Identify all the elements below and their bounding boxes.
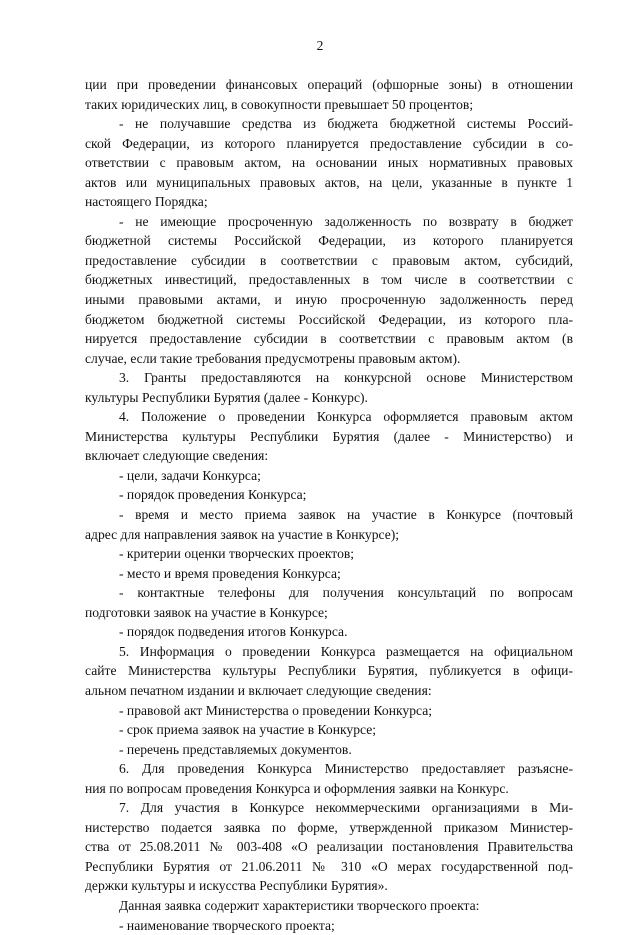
text-line: 5. Информация о проведении Конкурса размещается на официальном [119,643,573,659]
text-line: ства от 25.08.2011 № 003-408 «О реализации постановления Правительства [85,839,573,855]
text-line: адрес для направления заявок на участие в Конкурсе); [85,526,400,542]
text-line: случае, если такие требования предусмотрены правовым актом). [85,350,461,366]
text-line: - критерии оценки творческих проектов; [119,546,355,562]
text-line: иными правовыми актами, и иную просроченную задолженность перед [85,292,573,308]
text-line: Республики Бурятия от 21.06.2011 № 310 «О мерах государственной под- [85,858,573,874]
text-line: ской Федерации, из которого планируется предоставление субсидии в со- [85,135,573,151]
text-line: - порядок проведения Конкурса; [119,487,307,503]
text-line: 4. Положение о проведении Конкурса оформляется правовым актом [119,409,573,425]
text-line: сайте Министерства культуры Республики Бурятия, публикуется в офици- [85,663,573,679]
text-line: - цели, задачи Конкурса; [119,467,261,483]
text-line: ции при проведении финансовых операций (офшорные зоны) в отношении [85,77,573,92]
text-line: таких юридических лиц, в совокупности превышает 50 процентов; [85,96,474,112]
text-line: держки культуры и искусства Республики Бурятия». [85,878,388,894]
text-line: Министерства культуры Республики Бурятия (далее - Министерство) и [85,428,573,444]
text-line: актов или муниципальных правовых актов, на цели, указанные в пункте 1 [85,174,573,190]
text-line: нистерство подается заявка по форме, утвержденной приказом Министер- [85,819,573,835]
text-line: настоящего Порядка; [85,194,208,210]
text-line: - не имеющие просроченную задолженность по возврату в бюджет [119,213,573,229]
text-line: - место и время проведения Конкурса; [119,565,341,581]
text-line: - правовой акт Министерства о проведении Конкурса; [119,702,433,718]
text-line: ответствии с правовым актом, на основании иных нормативных правовых [85,155,573,171]
text-line: бюджетных инвестиций, предоставленных в том числе в соответствии с [85,272,573,288]
text-line: - контактные телефоны для получения консультаций по вопросам [119,585,573,601]
text-line: альном печатном издании и включает следующие сведения: [85,682,432,698]
text-line: культуры Республики Бурятия (далее - Конкурс). [85,389,368,405]
text-line: - порядок подведения итогов Конкурса. [119,624,348,640]
text-line: 3. Гранты предоставляются на конкурсной основе Министерством [119,370,573,386]
text-line: - наименование творческого проекта; [119,917,335,933]
document-body [85,75,573,935]
text-line: - не получавшие средства из бюджета бюджетной системы Россий- [119,116,573,132]
text-line: ния по вопросам проведения Конкурса и оформления заявки на Конкурс. [85,780,509,796]
text-line: включает следующие сведения: [85,448,269,464]
text-line: 6. Для проведения Конкурса Министерство предоставляет разъясне- [119,761,573,777]
text-line: бюджетом бюджетной системы Российской Федерации, из которого пла- [85,311,573,327]
page-number: 2 [316,38,324,53]
text-line: Данная заявка содержит характеристики творческого проекта: [119,897,480,913]
text-line: - перечень представляемых документов. [119,741,352,757]
text-line: - время и место приема заявок на участие в Конкурсе (почтовый [119,507,573,523]
text-line: бюджетной системы Российской Федерации, из которого планируется [85,233,573,249]
text-line: 7. Для участия в Конкурсе некоммерческими организациями в Ми- [119,800,573,816]
text-line: предоставление субсидии в соответствии с правовым актом, субсидий, [85,252,573,268]
text-line: нируется предоставление субсидии в соответствии с правовым актом (в [85,331,573,347]
text-line: - срок приема заявок на участие в Конкурсе; [119,722,377,738]
text-line: подготовки заявок на участие в Конкурсе; [85,604,328,620]
